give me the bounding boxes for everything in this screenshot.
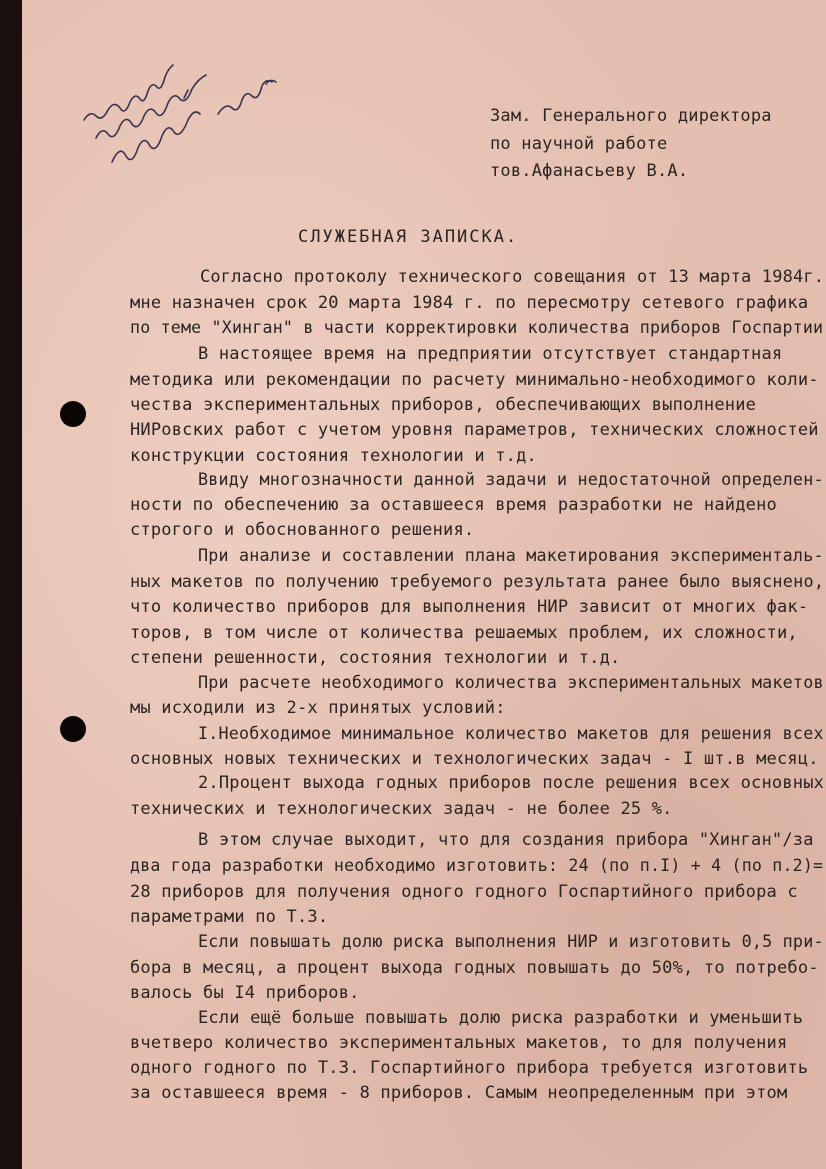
body-line: ности по обеспечению за оставшееся время разработки не найдено <box>130 495 777 515</box>
body-line: Согласно протоколу технического совещания от 13 марта 1984г. <box>200 267 825 287</box>
document-title: СЛУЖЕБНАЯ ЗАПИСКА. <box>298 227 519 247</box>
body-line: Если повышать долю риска выполнения НИР и изготовить 0,5 при- <box>198 932 824 952</box>
addressee-line: Зам. Генерального директора <box>490 106 772 126</box>
document-page <box>22 0 826 1169</box>
body-line: 2.Процент выхода годных приборов после решения всех основных <box>198 773 825 793</box>
body-line: 28 приборов для получения одного годного Госпартийного прибора с <box>130 882 798 902</box>
punch-hole-top <box>60 401 86 427</box>
addressee-line: тов.Афанасьеву В.А. <box>490 161 689 181</box>
addressee-line: по научной работе <box>490 134 668 154</box>
body-line: При расчете необходимого количества экспериментальных макетов <box>198 673 824 693</box>
body-line: методика или рекомендации по расчету минимально-необходимого коли- <box>130 370 819 390</box>
body-line: НИРовских работ с учетом уровня параметров, технических сложностей <box>130 420 819 440</box>
body-line: два года разработки необходимо изготовить: 24 (по п.I) + 4 (по п.2)= <box>130 856 824 876</box>
body-line: бора в месяц, а процент выхода годных повышать до 50%, то потребо- <box>130 958 819 978</box>
body-line: торов, в том числе от количества решаемых проблем, их сложности, <box>130 623 798 643</box>
body-line: одного годного по Т.З. Госпартийного прибора требуется изготовить <box>130 1058 809 1078</box>
punch-hole-bottom <box>60 716 86 742</box>
body-line: В этом случае выходит, что для создания прибора "Хинган"/за <box>198 830 814 850</box>
body-line: Если ещё больше повышать долю риска разработки и уменьшить <box>198 1008 804 1028</box>
body-line: чества экспериментальных приборов, обеспечивающих выполнение <box>130 395 757 415</box>
body-line: I.Необходимое минимальное количество макетов для решения всех <box>198 724 824 744</box>
body-line: ных макетов по получению требуемого результата ранее было выяснено, <box>130 572 825 592</box>
body-line: степени решенности, состояния технологии и т.д. <box>130 648 621 668</box>
body-line: по теме "Хинган" в части корректировки количества приборов Госпартии <box>130 318 824 338</box>
body-line: за оставшееся время - 8 приборов. Самым неопределенным при этом <box>130 1083 788 1103</box>
body-line: конструкции состояния технологии и т.д. <box>130 446 537 466</box>
body-line: При анализе и составлении плана макетирования эксперименталь- <box>198 546 824 566</box>
body-line: В настоящее время на предприятии отсутствует стандартная <box>198 344 783 364</box>
body-line: Ввиду многозначности данной задачи и недостаточной определен- <box>198 470 824 490</box>
body-line: технических и технологических задач - не более 25 %. <box>130 799 673 819</box>
body-line: основных новых технических и технологических задач - I шт.в месяц. <box>130 749 819 769</box>
body-line: строгого и обоснованного решения. <box>130 520 475 540</box>
body-line: вчетверо количество экспериментальных макетов, то для получения <box>130 1033 788 1053</box>
body-line: валось бы I4 приборов. <box>130 983 360 1003</box>
body-line: мне назначен срок 20 марта 1984 г. по пересмотру сетевого графика <box>130 293 809 313</box>
body-line: что количество приборов для выполнения НИР зависит от многих фак- <box>130 597 809 617</box>
body-line: параметрами по Т.З. <box>130 907 329 927</box>
handwritten-signature <box>66 58 316 178</box>
body-line: мы исходили из 2-х принятых условий: <box>130 698 506 718</box>
